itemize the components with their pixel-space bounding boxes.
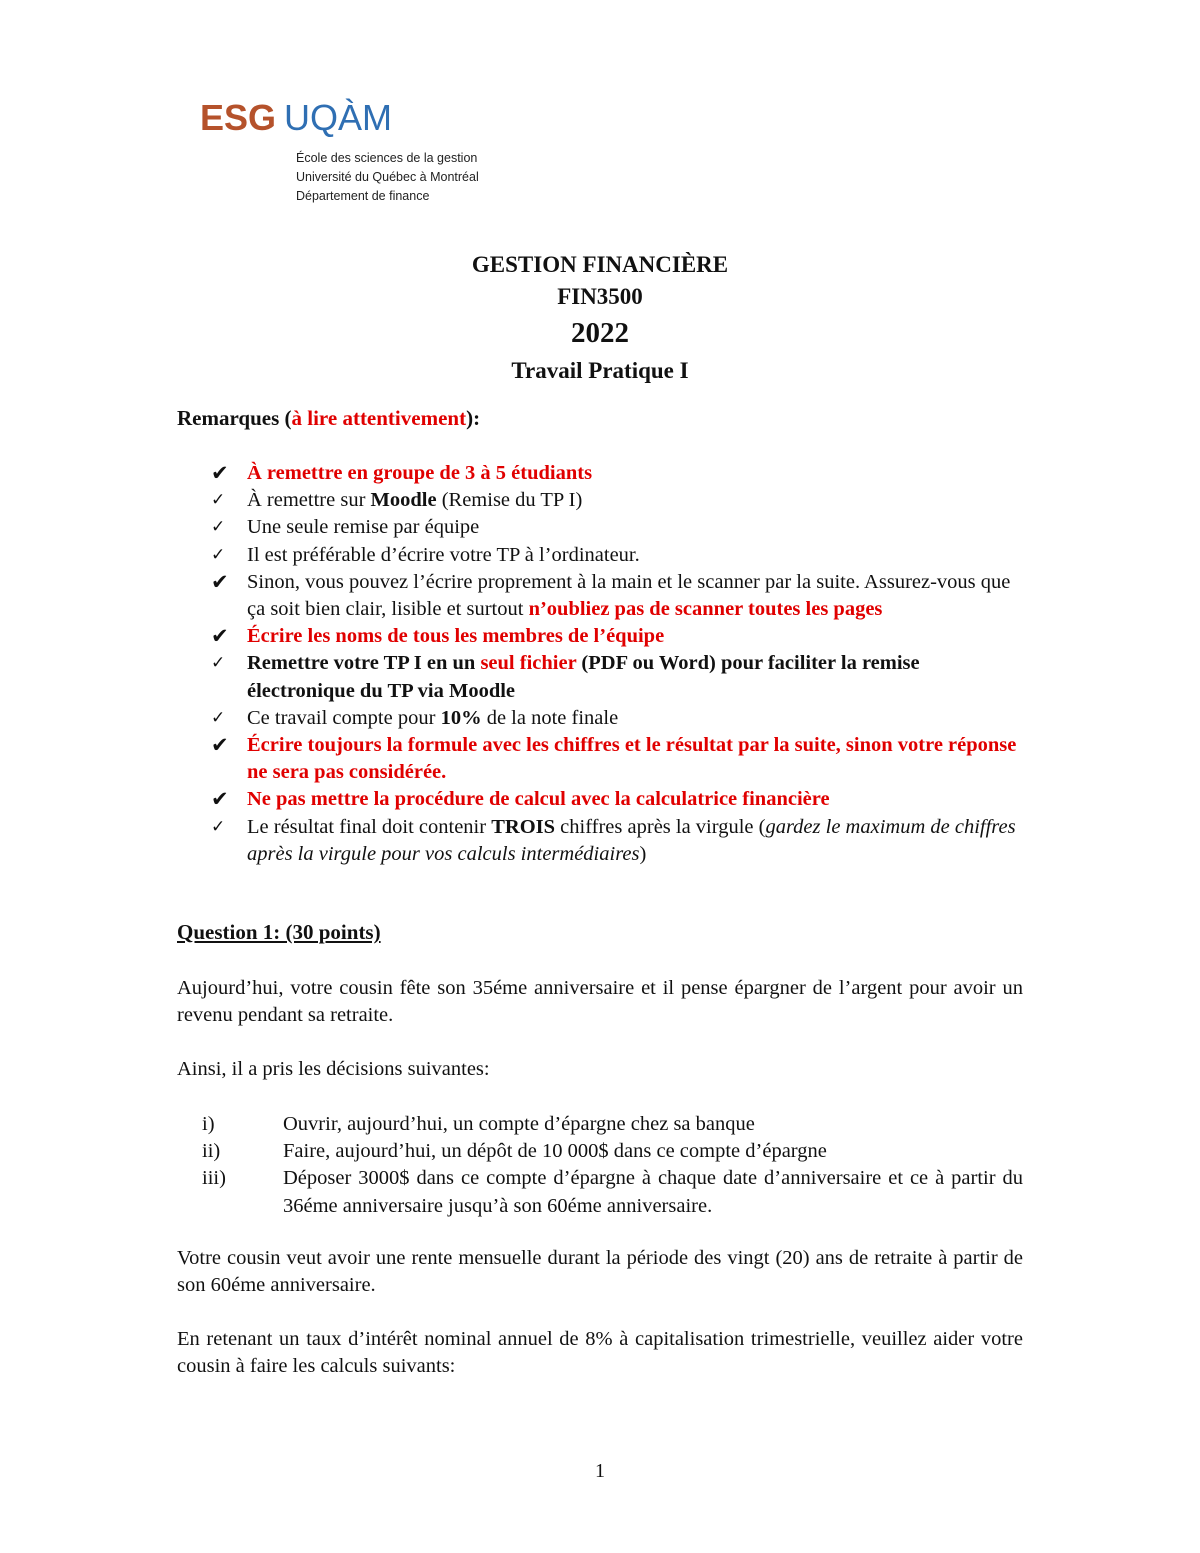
question-1-instructions: En retenant un taux d’intérêt nominal annuel de 8% à capitalisation trimestrielle, veuillez aider votre cousin à faire les calculs suivants: — [177, 1328, 1023, 1378]
page-number: 1 — [595, 1460, 605, 1482]
checkmark-icon: ✓ — [211, 707, 226, 728]
document-header — [0, 248, 1200, 388]
checkmark-icon: ✓ — [211, 490, 226, 511]
list-item: ✔ À remettre en groupe de 3 à 5 étudiants — [211, 460, 1031, 487]
logo-university: Université du Québec à Montréal — [296, 170, 479, 184]
decisions-list — [177, 1111, 1023, 1220]
assignment-title: Travail Pratique I — [511, 358, 689, 383]
list-item: ✓ Il est préférable d’écrire votre TP à l’ordinateur. — [211, 542, 1031, 569]
list-item: ✓ Remettre votre TP I en un seul fichier (PDF ou Word) pour faciliter la remise électronique du TP via Moodle — [211, 652, 920, 702]
list-item: i) Ouvrir, aujourd’hui, un compte d’épargne chez sa banque — [202, 1113, 755, 1135]
question-1-intro: Aujourd’hui, votre cousin fête son 35éme anniversaire et il pense épargner de l’argent pour avoir un revenu pendant sa retraite. — [177, 977, 1023, 1027]
checkmark-icon: ✔ — [211, 787, 229, 812]
course-code: FIN3500 — [557, 284, 643, 309]
checkmark-icon: ✔ — [211, 461, 229, 485]
list-item: ✔ Sinon, vous pouvez l’écrire proprement à la main et le scanner par la suite. Assurez-vous que ça soit bien clair, lisible et surtout n’oubliez pas de scanner toutes les pages — [211, 569, 1011, 621]
remarks-emphasis: à lire attentivement — [291, 406, 467, 430]
list-item: ✓ Une seule remise par équipe — [211, 514, 1031, 541]
question-1-heading: Question 1: (30 points) — [177, 920, 381, 944]
checkmark-icon: ✔ — [211, 733, 229, 758]
logo-department: Département de finance — [296, 189, 430, 203]
remarks-list — [211, 460, 1031, 868]
list-item: ✔ Ne pas mettre la procédure de calcul avec la calculatrice financière — [211, 786, 1031, 813]
checkmark-icon: ✔ — [211, 569, 229, 594]
list-item: ii) Faire, aujourd’hui, un dépôt de 10 000$ dans ce compte d’épargne — [202, 1140, 827, 1163]
course-year: 2022 — [571, 317, 629, 349]
logo-school: École des sciences de la gestion — [296, 151, 478, 165]
remarks-heading: Remarques (à lire attentivement): — [177, 406, 481, 430]
list-item: iii) Déposer 3000$ dans ce compte d’épargne à chaque date d’anniversaire et ce à partir du 36éme anniversaire jusqu’à son 60éme anniversaire. — [202, 1167, 1023, 1217]
checkmark-icon: ✓ — [211, 653, 226, 674]
checkmark-icon: ✔ — [211, 624, 229, 649]
list-item: ✔ Écrire toujours la formule avec les chiffres et le résultat par la suite, sinon votre réponse ne sera pas considérée. — [211, 733, 1017, 784]
logo-esg: ESG — [200, 97, 277, 138]
list-item: ✓ Ce travail compte pour 10% de la note finale — [211, 705, 1031, 732]
list-item: ✔ Écrire les noms de tous les membres de l’équipe — [211, 623, 1031, 650]
checkmark-icon: ✓ — [211, 816, 226, 837]
logo-wordmark — [200, 96, 392, 140]
checkmark-icon: ✓ — [211, 544, 226, 565]
list-item: ✓ À remettre sur Moodle (Remise du TP I) — [211, 487, 1031, 514]
esg-uqam-logo — [200, 96, 479, 203]
logo-subtitle — [296, 149, 479, 206]
checkmark-icon: ✓ — [211, 517, 226, 538]
course-title: GESTION FINANCIÈRE — [471, 252, 729, 277]
question-1-decisions-intro: Ainsi, il a pris les décisions suivantes: — [177, 1058, 490, 1080]
question-1-annuity: Votre cousin veut avoir une rente mensuelle durant la période des vingt (20) ans de retraite à partir de son 60éme anniversaire. — [177, 1247, 1023, 1297]
logo-uqam: UQÀM — [284, 97, 393, 138]
list-item: ✓ Le résultat final doit contenir TROIS chiffres après la virgule (gardez le maximum de chiffres après la virgule pour vos calculs intermédiaires) — [211, 815, 1016, 865]
